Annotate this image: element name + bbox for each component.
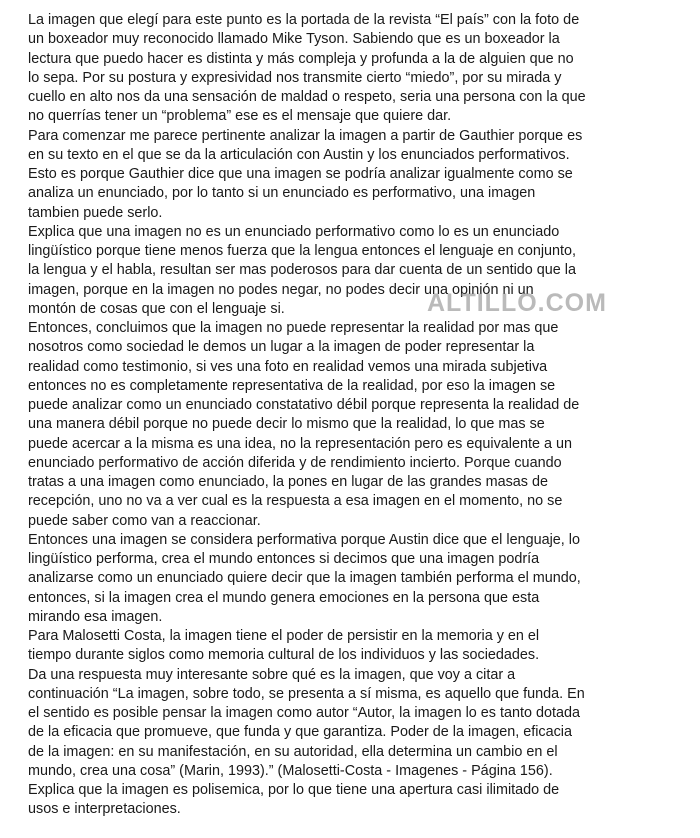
text-line: Entonces una imagen se considera performativa porque Austin dice que el lenguaje, lo: [28, 531, 580, 548]
text-line: realidad como testimonio, si ves una foto en realidad vemos una mirada subjetiva: [28, 358, 548, 375]
document-body: [28, 11, 692, 820]
paragraph-polysemic: [28, 781, 692, 820]
text-line: imagen, porque en la imagen no podes negar, no podes decir una opinión ni un: [28, 281, 534, 298]
text-line: tiempo durante siglos como memoria cultural de los individuos y las sociedades.: [28, 647, 540, 664]
text-line: tratas a una imagen como enunciado, la pones en lugar de las grandes masas de: [28, 474, 548, 490]
text-line: mirando esa imagen.: [28, 608, 163, 625]
text-line: Entonces, concluimos que la imagen no puede representar la realidad por mas que: [28, 320, 559, 336]
text-line: lo sepa. Por su postura y expresividad nos transmite cierto “miedo”, por su mirada y: [28, 69, 562, 86]
text-line: de la eficacia que promueve, que funda y que garantiza. Poder de la imagen, eficacia: [28, 724, 572, 741]
text-line: usos e interpretaciones.: [28, 801, 181, 818]
text-line: cuello en alto nos da una sensación de maldad o respeto, seria una persona con la que: [28, 89, 586, 105]
text-line: en su texto en el que se da la articulación con Austin y los enunciados performativos.: [28, 146, 570, 163]
text-line: Para Malosetti Costa, la imagen tiene el poder de persistir en la memoria y en el: [28, 628, 540, 644]
text-line: la lengua y el habla, resultan ser mas poderosos para dar cuenta de un sentido que la: [28, 262, 577, 279]
text-line: lingüístico performa, crea el mundo entonces si decimos que una imagen podría: [28, 551, 540, 567]
text-line: no querrías tener un “problema” ese es el mensaje que quiere dar.: [28, 108, 452, 125]
paragraph-gauthier-intro: [28, 127, 692, 223]
text-line: mundo, crea una cosa” (Marin, 1993).” (Malosetti-Costa - Imagenes - Página 156).: [28, 762, 553, 779]
text-line: enunciado performativo de acción diferida y de rendimiento incierto. Porque cuando: [28, 454, 562, 471]
paragraph-malosetti-memory: [28, 627, 692, 666]
text-line: analizarse como un enunciado quiere decir que la imagen también performa el mundo,: [28, 570, 581, 587]
paragraph-quote-marin: [28, 666, 692, 782]
text-line: continuación “La imagen, sobre todo, se presenta a sí misma, es aquello que funda. En: [28, 685, 585, 702]
text-line: tambien puede serlo.: [28, 204, 163, 221]
text-line: entonces no es completamente representativa de la realidad, por eso la imagen se: [28, 377, 556, 394]
text-line: Explica que la imagen es polisemica, por lo que tiene una apertura casi ilimitado de: [28, 782, 560, 798]
text-line: montón de cosas que con el lenguaje si.: [28, 300, 285, 317]
text-line: puede saber como van a reaccionar.: [28, 512, 261, 529]
text-line: entonces, si la imagen crea el mundo genera emociones en la persona que esta: [28, 589, 540, 606]
text-line: Da una respuesta muy interesante sobre qué es la imagen, que voy a citar a: [28, 666, 516, 683]
text-line: Explica que una imagen no es un enunciado performativo como lo es un enunciado: [28, 223, 560, 240]
text-line: puede acercar a la misma es una idea, no la representación pero es equivalente a un: [28, 435, 572, 452]
text-line: un boxeador muy reconocido llamado Mike Tyson. Sabiendo que es un boxeador la: [28, 31, 560, 48]
paragraph-conclusion-reality: [28, 319, 692, 531]
text-line: Para comenzar me parece pertinente analizar la imagen a partir de Gauthier porque es: [28, 127, 583, 144]
text-line: el sentido es posible pensar la imagen como autor “Autor, la imagen lo es tanto dotada: [28, 705, 580, 721]
text-line: Esto es porque Gauthier dice que una imagen se podría analizar igualmente como se: [28, 166, 573, 182]
text-line: puede analizar como un enunciado constatativo débil porque representa la realidad de: [28, 397, 580, 413]
text-line: lingüístico porque tiene menos fuerza que la lengua entonces el lenguaje en conjunto,: [28, 243, 577, 259]
watermark: ALTILLO.COM: [427, 289, 607, 317]
text-line: de la imagen: en su manifestación, en su autoridad, ella determina un cambio en el: [28, 743, 558, 760]
text-line: analiza un enunciado, por lo tanto si un enunciado es performativo, una imagen: [28, 185, 536, 202]
text-line: nosotros como sociedad le demos un lugar a la imagen de poder representar la: [28, 339, 535, 356]
paragraph-tyson-cover: [28, 11, 692, 127]
text-line: recepción, uno no va a ver cual es la respuesta a esa imagen en el momento, no se: [28, 493, 563, 510]
text-line: lectura que puedo hacer es distinta y más compleja y profunda a la de alguien que no: [28, 50, 574, 67]
text-line: La imagen que elegí para este punto es la portada de la revista “El país” con la foto de: [28, 12, 580, 28]
paragraph-austin-performs: [28, 531, 692, 627]
text-line: una manera débil porque no puede decir lo mismo que la realidad, lo que mas se: [28, 416, 545, 433]
